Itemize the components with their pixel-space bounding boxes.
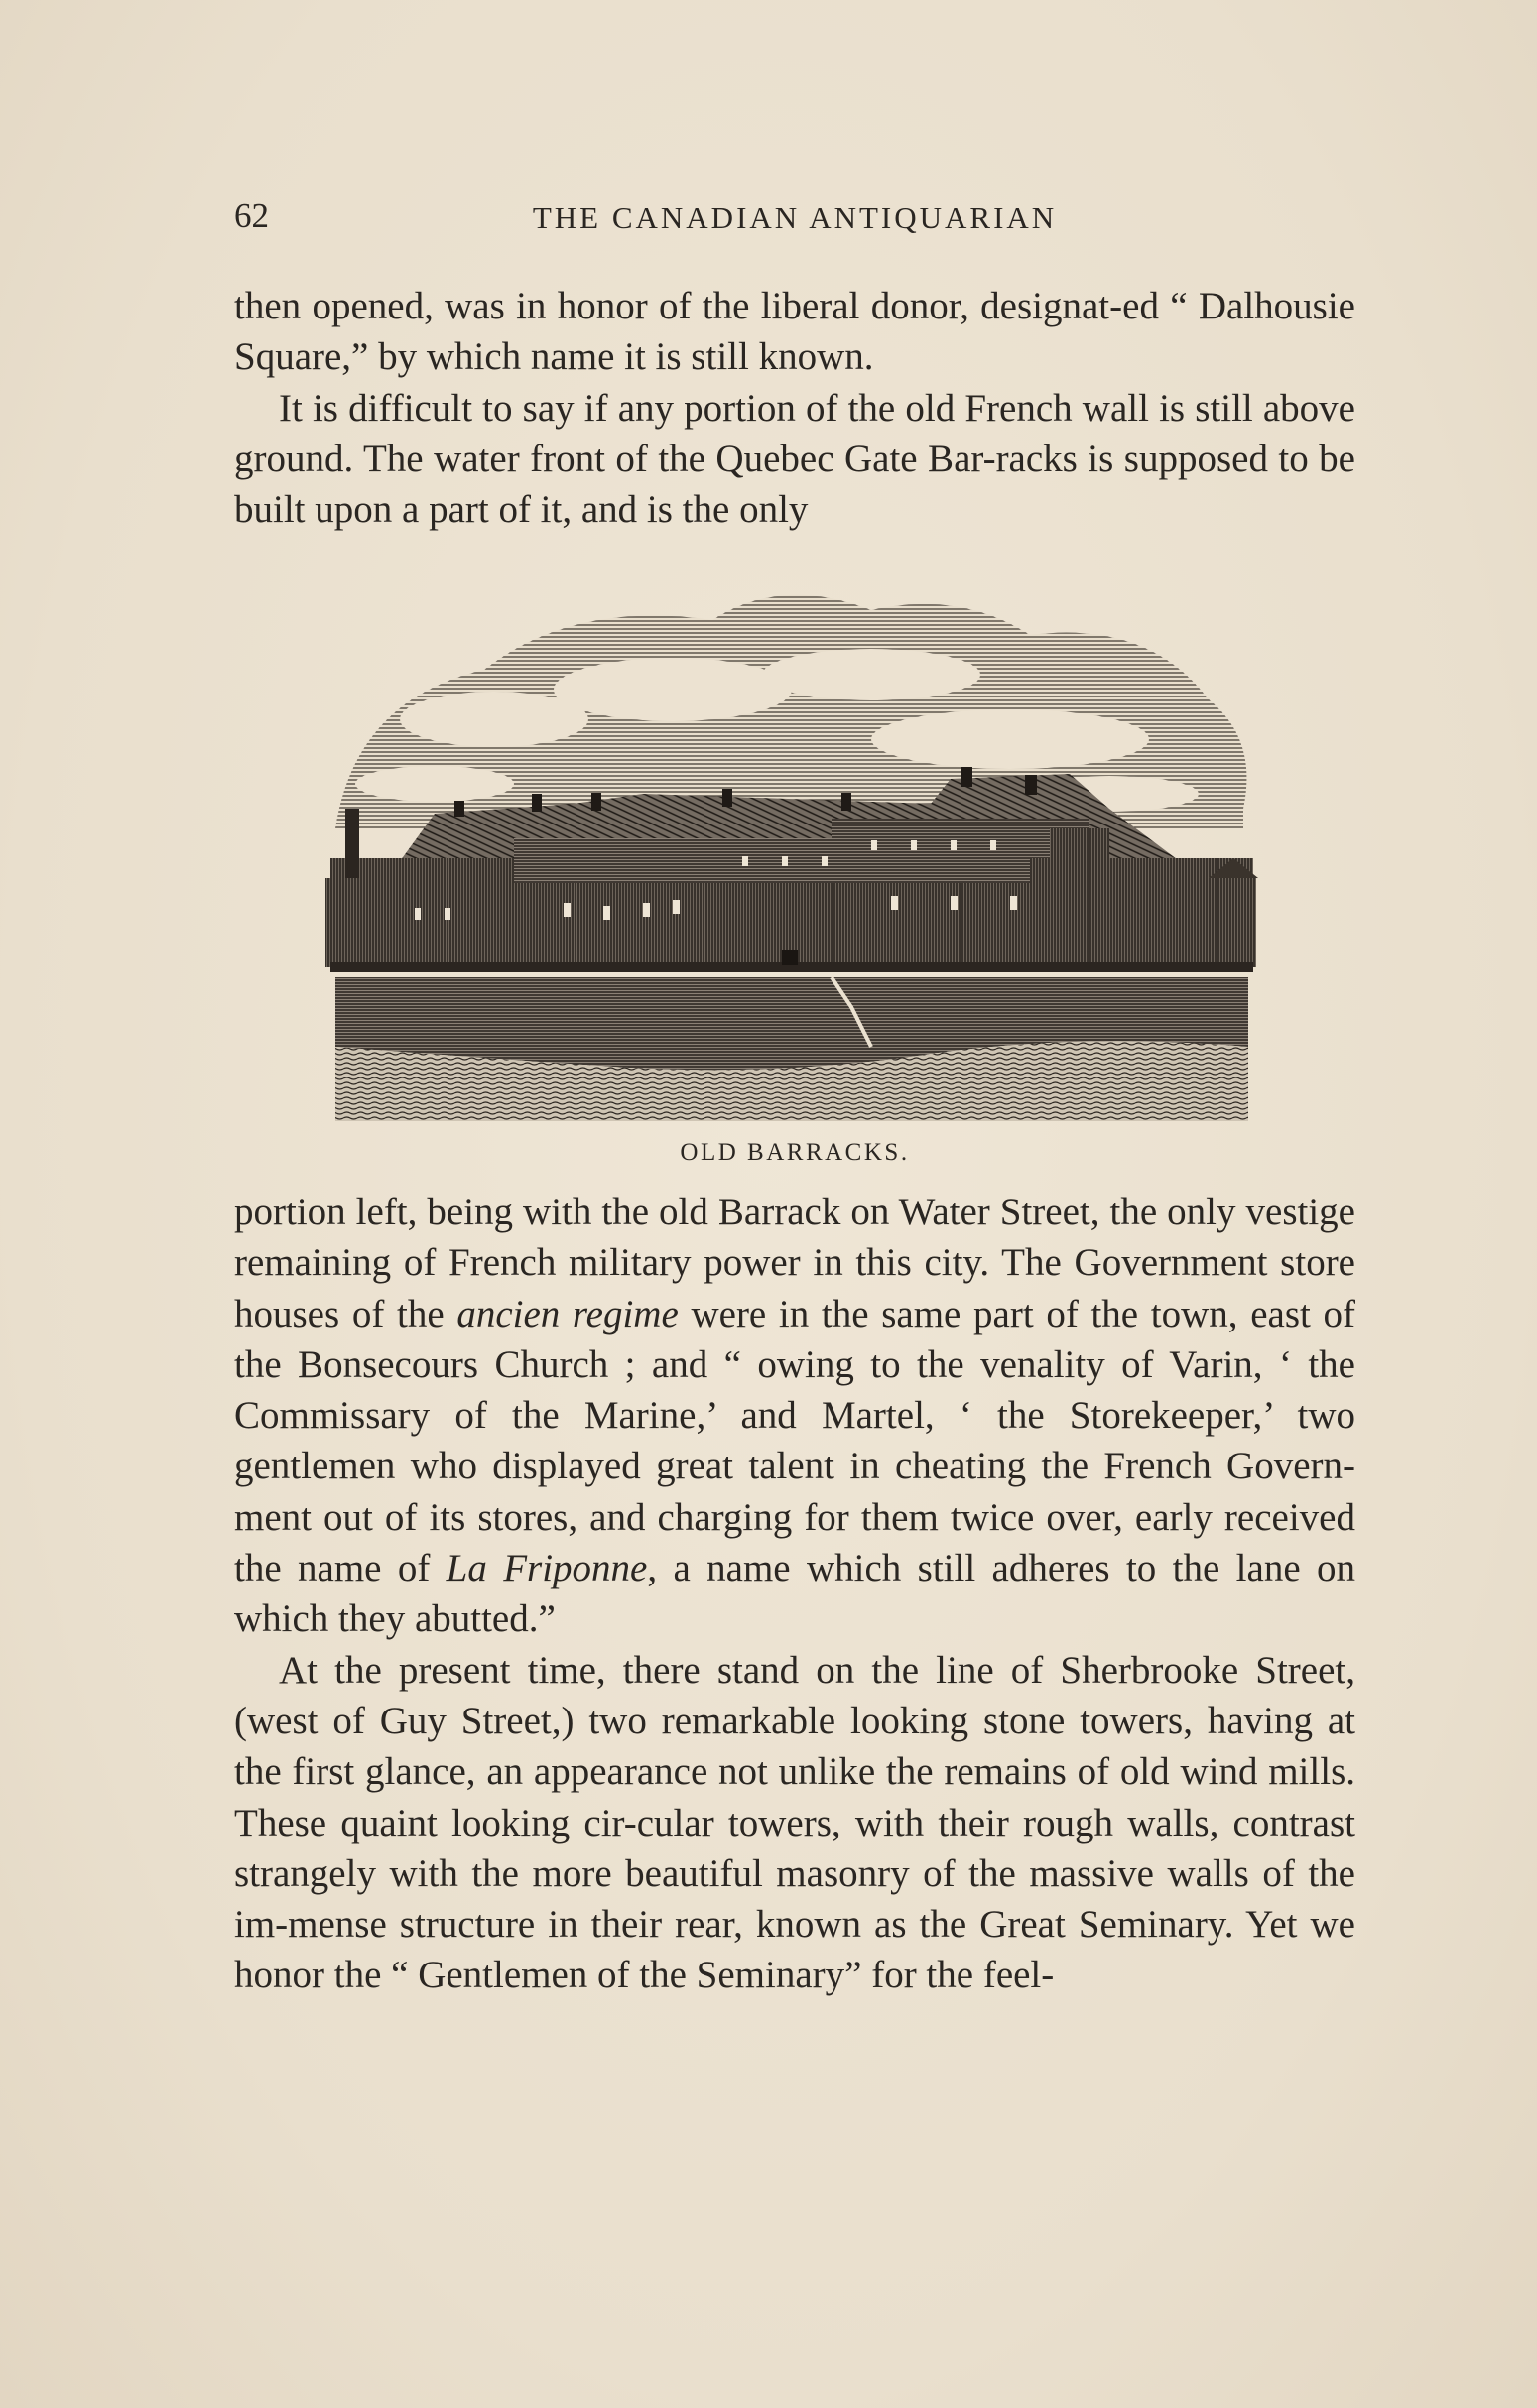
text-run: , a name which still adheres to the lane on which they abutted.” (234, 1547, 1355, 1641)
text-block-bottom (234, 1187, 1355, 2001)
running-title: THE CANADIAN ANTIQUARIAN (532, 200, 1058, 235)
italic-text: ancien regime (456, 1292, 679, 1335)
italic-text: La Friponne (446, 1547, 648, 1590)
paragraph: It is difficult to say if any portion of the old French wall is still above ground. The water front of the Quebec Gate Bar-racks is supposed to be built upon a part of it, and is the only (234, 386, 1355, 532)
text-block-top (234, 281, 1355, 535)
engraving-old-barracks (316, 580, 1262, 1121)
page-number: 62 (234, 196, 269, 235)
figure-caption: OLD BARRACKS. (680, 1139, 910, 1166)
page-header (234, 196, 1355, 246)
paragraph: then opened, was in honor of the liberal donor, designat-ed “ Dalhousie Square,” by which name it is still known. (234, 285, 1355, 379)
paragraph (234, 1187, 1355, 1645)
text-run: portion left, being with the old Barrack on Water Street, the only vestige remaining of French military power in this city. The Government store houses of the (234, 1191, 1355, 1335)
engraving-illustration (316, 580, 1262, 1121)
text-run: were in the same part of the town, east of the Bonsecours Church ; and “ owing to the venality of Varin, ‘ the Commissary of the Marine,’ and Martel, ‘ the Storekeeper,’ two gentlemen who displayed great talent in cheating the French Govern-ment out of its stores, and charging for them twice over, early received the name of (234, 1292, 1355, 1590)
paragraph: At the present time, there stand on the line of Sherbrooke Street, (west of Guy Street,) two remarkable looking stone towers, having at the first glance, an appearance not unlike the remains of old wind mills. These quaint looking cir-cular towers, with their rough walls, contrast strangely with the more beautiful masonry of the massive walls of the im-mense structure in their rear, known as the Great Seminary. Yet we honor the “ Gentlemen of the Seminary” for the feel- (234, 1648, 1355, 1997)
